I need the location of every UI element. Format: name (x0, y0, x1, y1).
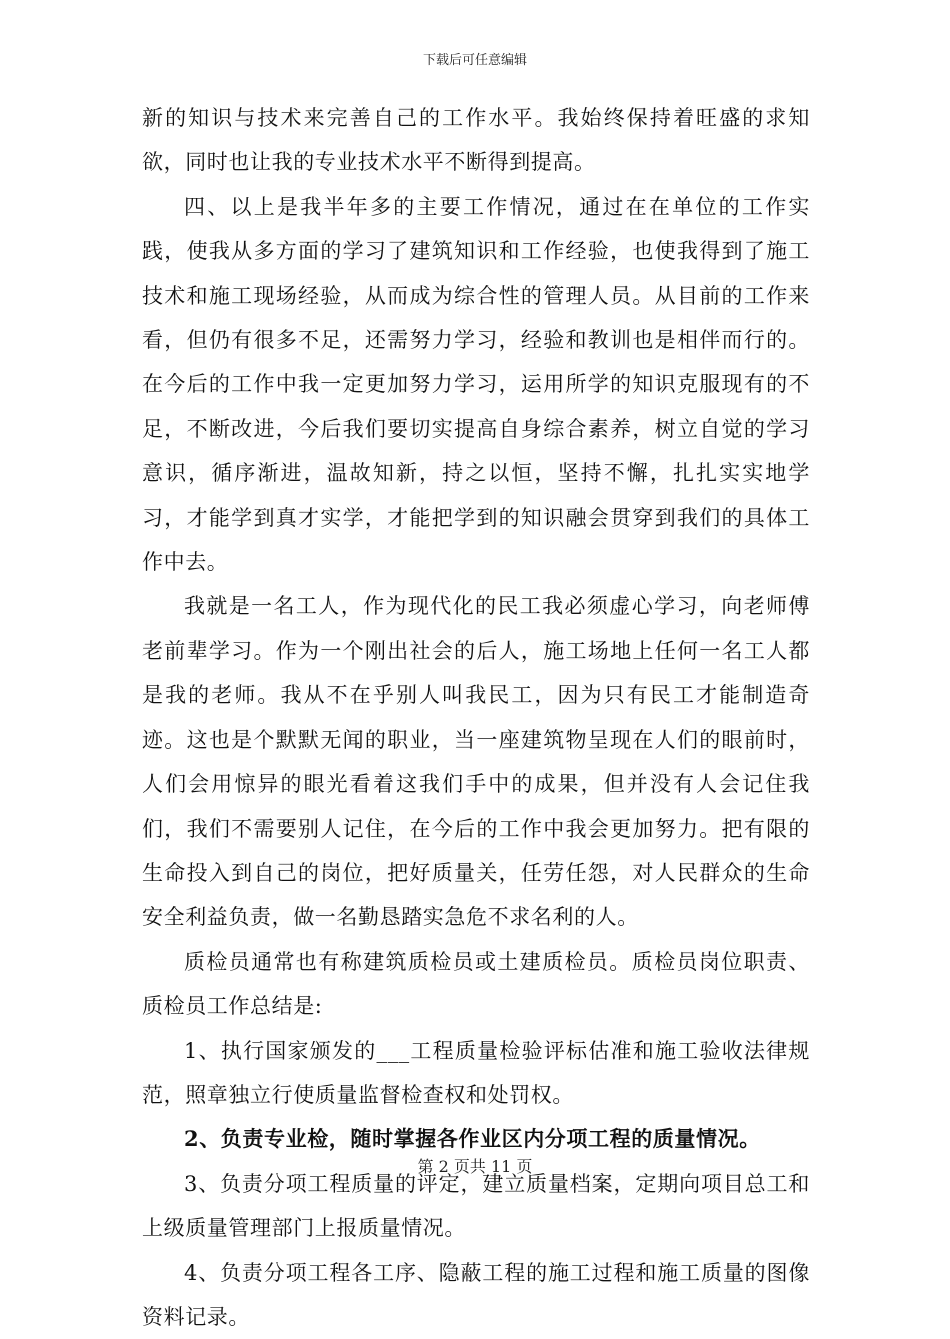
page-footer: 第 2 页共 11 页 (417, 1157, 533, 1176)
list-item-duty-2: 2、负责专业检，随时掌握各作业区内分项工程的质量情况。 (184, 1126, 761, 1152)
document-body (142, 96, 810, 1339)
list-item-duty-3: 3、负责分项工程质量的评定，建立质量档案，定期向项目总工和上级质量管理部门上报质量情况。 (142, 1171, 810, 1241)
list-item-duty-4: 4、负责分项工程各工序、隐蔽工程的施工过程和施工质量的图像资料记录。 (142, 1260, 810, 1329)
page-header: 下载后可任意编辑 (422, 53, 527, 68)
paragraph-summary: 四、以上是我半年多的主要工作情况，通过在在单位的工作实践，使我从多方面的学习了建筑知识和工作经验，也使我得到了施工技术和施工现场经验，从而成为综合性的管理人员。从目前的工作来看，但仍有很多不足，还需努力学习，经验和教训也是相伴而行的。在今后的工作中我一定更加努力学习，运用所学的知识克服现有的不足，不断改进，今后我们要切实提高自身综合素养，树立自觉的学习意识，循序渐进，温故知新，持之以恒，坚持不懈，扎扎实实地学习，才能学到真才实学，才能把学到的知识融会贯穿到我们的具体工作中去。 (142, 194, 810, 575)
paragraph-worker: 我就是一名工人，作为现代化的民工我必须虚心学习，向老师傅老前辈学习。作为一个刚出社会的后人，施工场地上任何一名工人都是我的老师。我从不在乎别人叫我民工，因为只有民工才能制造奇迹。这也是个默默无闻的职业，当一座建筑物呈现在人们的眼前时，人们会用惊异的眼光看着这我们手中的成果，但并没有人会记住我们，我们不需要别人记住，在今后的工作中我会更加努力。把有限的生命投入到自己的岗位，把好质量关，任劳任怨，对人民群众的生命安全利益负责，做一名勤恳踏实急危不求名利的人。 (142, 594, 810, 930)
paragraph-inspector-intro: 质检员通常也有称建筑质检员或土建质检员。质检员岗位职责、质检员工作总结是: (142, 949, 810, 1019)
paragraph-continuation: 新的知识与技术来完善自己的工作水平。我始终保持着旺盛的求知欲，同时也让我的专业技术水平不断得到提高。 (142, 106, 810, 175)
list-item-duty-1: 1、执行国家颁发的___工程质量检验评标估准和施工验收法律规范，照章独立行使质量监督检查权和处罚权。 (142, 1038, 810, 1107)
